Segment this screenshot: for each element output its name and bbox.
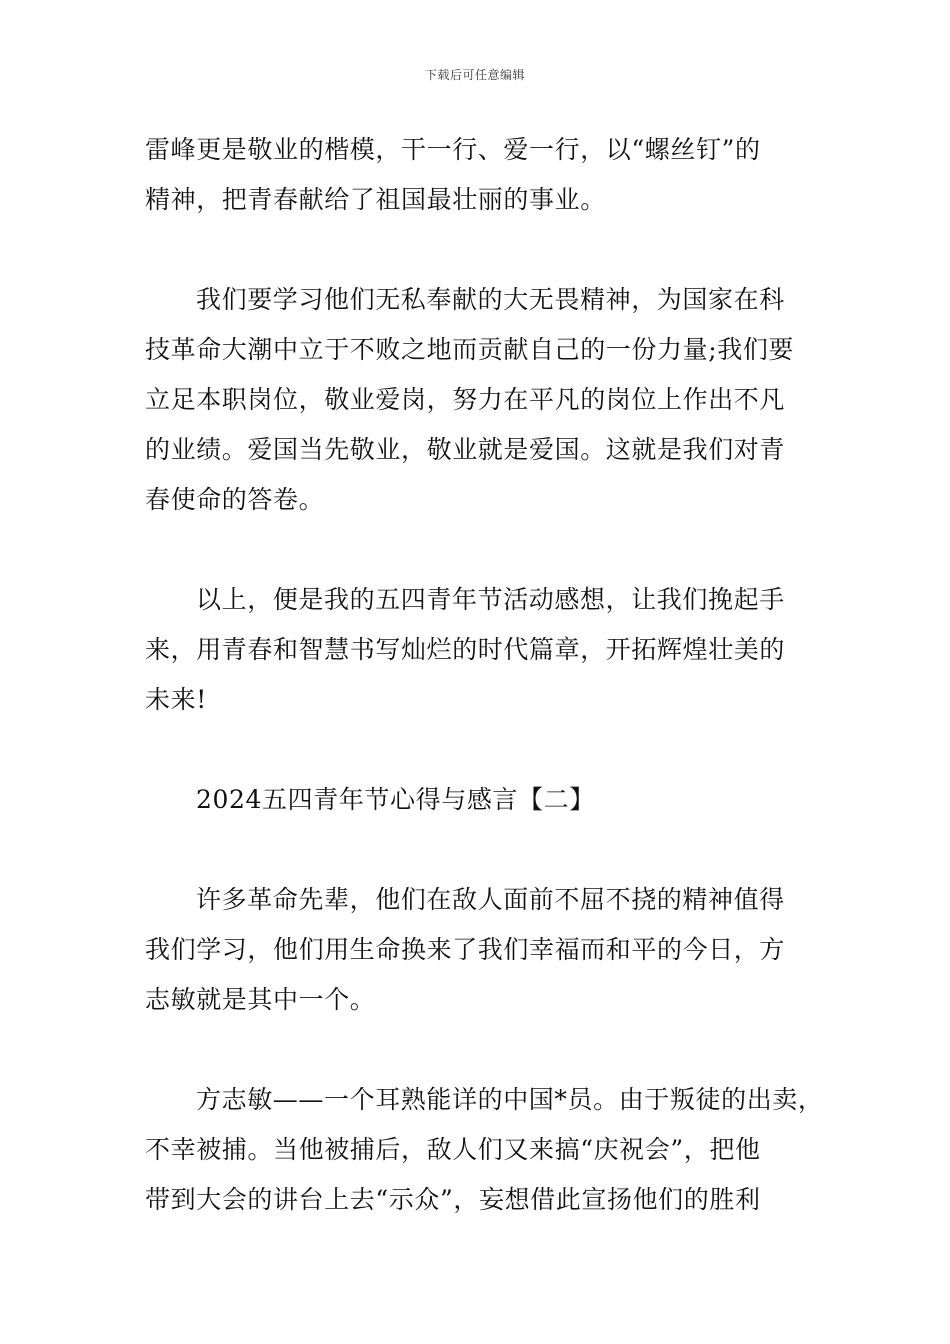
section-heading: 2024五四青年节心得与感言【二】 <box>196 785 595 814</box>
paragraph-line: 我们要学习他们无私奉献的大无畏精神，为国家在科 <box>196 285 785 314</box>
paragraph-line: 带到大会的讲台上去“示众”，妄想借此宣扬他们的胜利 <box>145 1185 761 1214</box>
paragraph-line: 来，用青春和智慧书写灿烂的时代篇章，开拓辉煌壮美的 <box>145 635 786 664</box>
header-note: 下载后可任意编辑 <box>424 68 525 82</box>
paragraph-line: 我们学习，他们用生命换来了我们幸福而和平的今日，方 <box>145 935 786 964</box>
paragraph-line: 雷峰更是敬业的楷模，干一行、爱一行，以“螺丝钉”的 <box>145 135 761 164</box>
paragraph-line: 精神，把青春献给了祖国最壮丽的事业。 <box>145 185 606 214</box>
paragraph-line: 技革命大潮中立于不败之地而贡献自己的一份力量;我们要 <box>145 335 795 364</box>
paragraph-line: 志敏就是其中一个。 <box>145 985 376 1014</box>
paragraph-line: 的业绩。爱国当先敬业，敬业就是爱国。这就是我们对青 <box>145 435 786 464</box>
paragraph-line: 不幸被捕。当他被捕后，敌人们又来搞“庆祝会”，把他 <box>145 1135 761 1164</box>
paragraph-line: 春使命的答卷。 <box>145 485 325 514</box>
paragraph-line: 立足本职岗位，敬业爱岗，努力在平凡的岗位上作出不凡 <box>145 385 786 414</box>
paragraph-line: 许多革命先辈，他们在敌人面前不屈不挠的精神值得 <box>196 885 785 914</box>
paragraph-line: 方志敏——一个耳熟能详的中国*员。由于叛徒的出卖， <box>196 1085 824 1114</box>
paragraph-line: 以上，便是我的五四青年节活动感想，让我们挽起手 <box>196 585 785 614</box>
paragraph-line: 未来! <box>145 685 207 714</box>
